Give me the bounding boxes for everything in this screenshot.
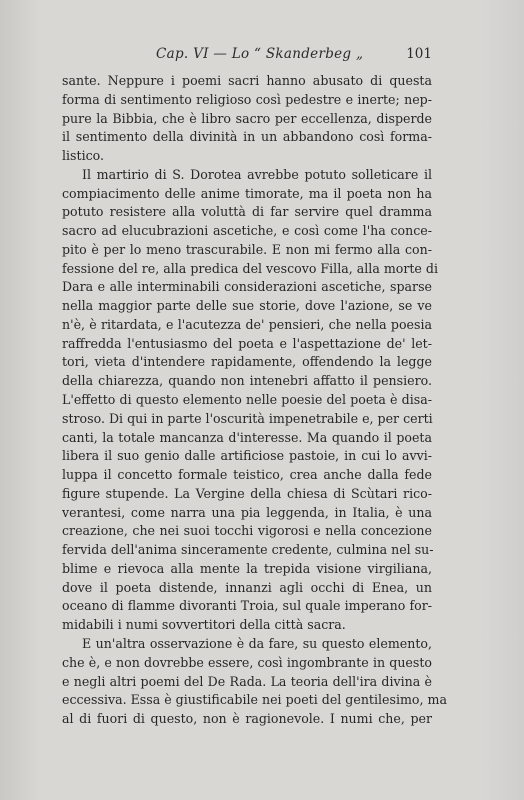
text-line: forma di sentimento religioso così pedestre e inerte; nep- <box>62 91 432 107</box>
text-line: verantesi, come narra una pia leggenda, in Italia, è una <box>62 504 432 520</box>
text-line: canti, la totale mancanza d'interesse. Ma quando il poeta <box>62 429 432 445</box>
text-line: pito è per lo meno trascurabile. E non mi fermo alla con- <box>62 241 432 257</box>
text-line: eccessiva. Essa è giustificabile nei poeti del gentilesimo, ma <box>62 692 447 708</box>
text-line: midabili i numi sovvertitori della città sacra. <box>62 617 346 633</box>
text-line: compiacimento delle anime timorate, ma il poeta non ha <box>62 185 432 201</box>
text-line: nella maggior parte delle sue storie, dove l'azione, se ve <box>62 298 432 314</box>
text-line: pure la Bibbia, che è libro sacro per eccellenza, disperde <box>62 110 432 126</box>
text-line: blime e rievoca alla mente la trepida visione virgiliana, <box>62 560 432 576</box>
text-line: sante. Neppure i poemi sacri hanno abusato di questa <box>62 73 432 88</box>
text-line: L'effetto di questo elemento nelle poesie del poeta è disa- <box>62 392 432 408</box>
paragraph <box>62 72 432 166</box>
text-line: tori, vieta d'intendere rapidamente, offendendo la legge <box>62 354 432 370</box>
text-line: figure stupende. La Vergine della chiesa di Scùtari rico- <box>62 485 432 501</box>
text-line: e negli altri poemi del De Rada. La teoria dell'ira divina è <box>62 673 432 689</box>
running-head: Cap. VI — Lo “ Skanderbeg „ <box>156 46 364 62</box>
text-line: dove il poeta distende, innanzi agli occhi di Enea, un <box>62 579 432 595</box>
text-line: libera il suo genio dalle artificiose pastoie, in cui lo avvi- <box>62 448 432 464</box>
text-line: listico. <box>62 148 105 164</box>
text-line: E un'altra osservazione è da fare, su questo elemento, <box>82 635 432 651</box>
text-line: stroso. Di qui in parte l'oscurità impenetrabile e, per certi <box>62 410 433 426</box>
text-line: fervida dell'anima sinceramente credente, culmina nel su- <box>62 542 434 558</box>
text-line: Dara e alle interminabili considerazioni ascetiche, sparse <box>62 279 432 295</box>
text-line: potuto resistere alla voluttà di far servire quel dramma <box>62 204 432 220</box>
text-line: della chiarezza, quando non intenebri affatto il pensiero. <box>62 373 432 389</box>
text-line: Il martirio di S. Dorotea avrebbe potuto solleticare il <box>82 166 432 182</box>
body-text <box>62 72 447 729</box>
text-line: il sentimento della divinità in un abbandono così forma- <box>62 129 432 145</box>
text-line: creazione, che nei suoi tocchi vigorosi e nella concezione <box>62 523 432 539</box>
text-line: oceano di flamme divoranti Troia, sul quale imperano for- <box>62 598 432 614</box>
text-line: raffredda l'entusiasmo del poeta e l'aspettazione de' let- <box>62 335 432 351</box>
text-line: che è, e non dovrebbe essere, così ingombrante in questo <box>62 654 432 670</box>
text-line: luppa il concetto formale teistico, crea anche dalla fede <box>62 467 432 483</box>
text-line: sacro ad elucubrazioni ascetiche, e così come l'ha conce- <box>62 223 432 239</box>
text-line: fessione del re, alla predica del vescovo Filla, alla morte di <box>62 260 438 276</box>
page-header <box>62 46 432 66</box>
text-line: al di fuori di questo, non è ragionevole. I numi che, per <box>62 711 432 727</box>
paragraph <box>62 166 438 635</box>
page-number: 101 <box>406 46 432 62</box>
text-line: n'è, è ritardata, e l'acutezza de' pensieri, che nella poesia <box>62 316 432 332</box>
paragraph <box>62 635 447 729</box>
